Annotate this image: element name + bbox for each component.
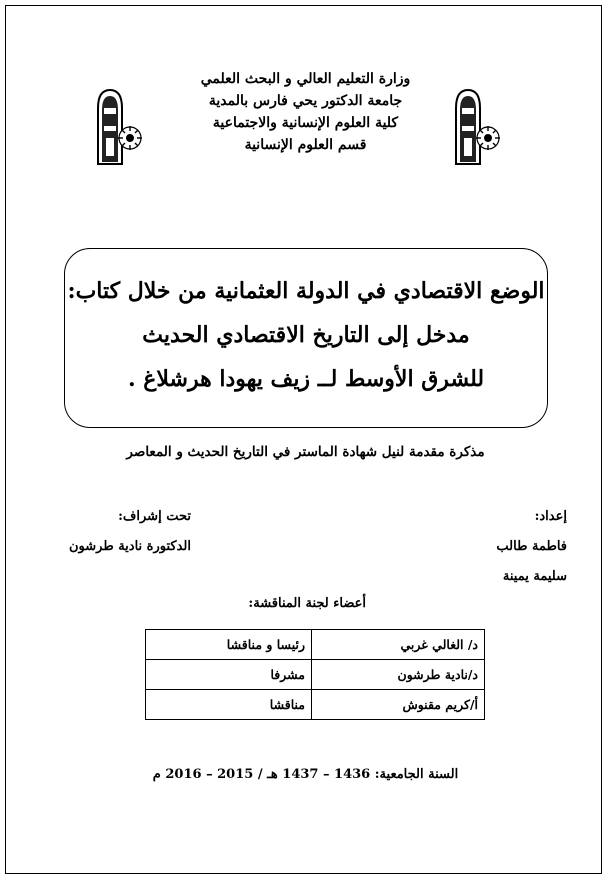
supervision-label: تحت إشراف:: [118, 509, 191, 524]
committee-label: أعضاء لجنة المناقشة:: [248, 596, 366, 611]
title-line-1: الوضع الاقتصادي في الدولة العثمانية من خلال كتاب:: [67, 278, 545, 304]
institution-header: [0, 68, 611, 156]
committee-member-name: أ/كريم مقنوش: [312, 690, 485, 720]
prepared-by-label: إعداد:: [534, 509, 567, 524]
thesis-statement: مذكرة مقدمة لنيل شهادة الماستر في التاريخ الحديث و المعاصر: [126, 444, 485, 460]
table-row: [146, 630, 485, 660]
table-row: [146, 660, 485, 690]
department-name: قسم العلوم الإنسانية: [244, 137, 367, 153]
title-line-2: مدخل إلى التاريخ الاقتصادي الحديث: [142, 322, 470, 348]
committee-member-role: مشرفا: [146, 660, 312, 690]
thesis-title-box: [64, 248, 548, 428]
university-name: جامعة الدكتور يحي فارس بالمدية: [208, 93, 403, 109]
faculty-name: كلية العلوم الإنسانية والاجتماعية: [212, 115, 399, 131]
committee-member-name: د/ الغالي غربي: [312, 630, 485, 660]
committee-member-name: د/نادية طرشون: [312, 660, 485, 690]
academic-year: السنة الجامعية: 1436 – 1437 هـ / 2015 – 2016 م: [152, 767, 459, 782]
student-name-1: فاطمة طالب: [496, 539, 567, 554]
ministry-name: وزارة التعليم العالي و البحث العلمي: [200, 71, 411, 87]
committee-member-role: مناقشا: [146, 690, 312, 720]
committee-table: [145, 629, 485, 720]
committee-member-role: رئيسا و مناقشا: [146, 630, 312, 660]
table-row: [146, 690, 485, 720]
title-line-3: للشرق الأوسط لــ زيف يهودا هرشلاغ .: [127, 366, 485, 392]
student-name-2: سليمة يمينة: [502, 569, 567, 584]
supervisor-name: الدكتورة نادية طرشون: [69, 539, 191, 554]
